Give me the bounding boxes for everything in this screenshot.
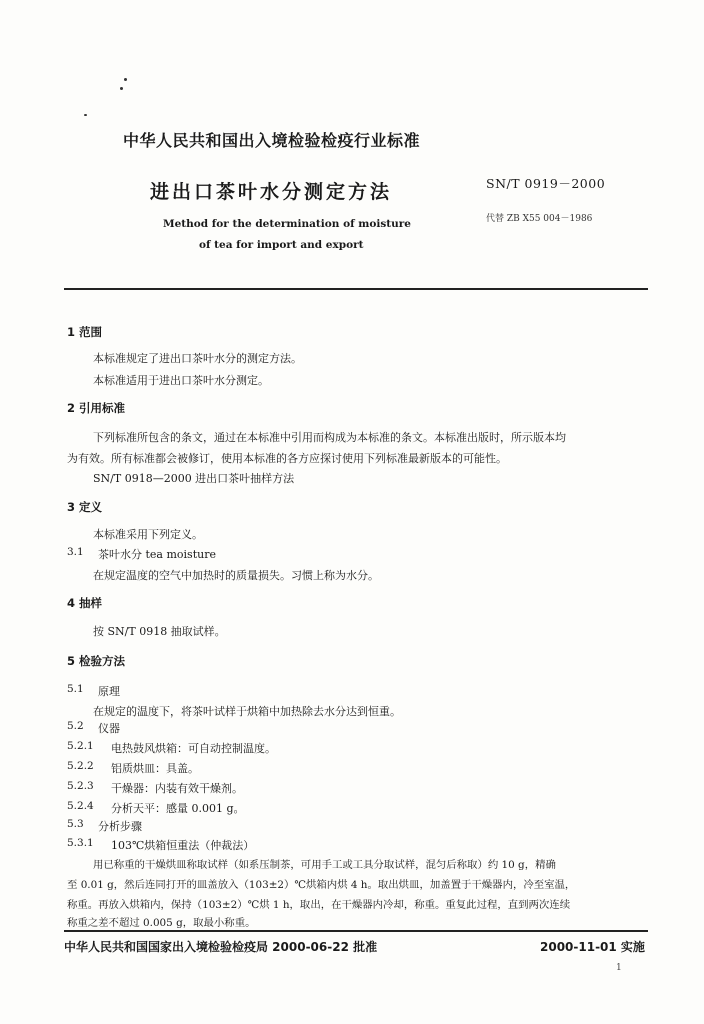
scan-speck (124, 78, 127, 81)
section-4-heading: 4 抽样 (67, 596, 103, 610)
document-title-cn: 进出口茶叶水分测定方法 (150, 181, 393, 203)
section-5-heading: 5 检验方法 (67, 654, 126, 668)
section-5-1-number: 5.1 (67, 683, 84, 695)
replaces-standard: 代替 ZB X55 004－1986 (486, 214, 593, 224)
section-3-1-definition: 在规定温度的空气中加热时的质量损失。习惯上称为水分。 (93, 569, 379, 582)
section-5-3-1-line-3: 称重。再放入烘箱内，保持（103±2）℃烘 1 h，取出，在干燥器内冷却，称重。重复此过程，直到两次连续 (67, 899, 571, 911)
scan-speck (120, 87, 123, 90)
section-2-heading: 2 引用标准 (67, 401, 126, 415)
section-1-para-2: 本标准适用于进出口茶叶水分测定。 (93, 374, 269, 387)
section-3-1-term: 茶叶水分 tea moisture (98, 548, 216, 561)
section-5-2-3-text: 干燥器：内装有效干燥剂。 (111, 782, 243, 795)
section-5-2-1-number: 5.2.1 (67, 740, 94, 752)
section-5-2-title: 仪器 (98, 722, 120, 735)
section-5-2-4-number: 5.2.4 (67, 800, 94, 812)
footer-issuer: 中华人民共和国国家出入境检验检疫局 2000-06-22 批准 (64, 940, 378, 954)
section-3-heading: 3 定义 (67, 500, 103, 514)
section-5-3-title: 分析步骤 (98, 820, 142, 833)
page-number: 1 (616, 963, 622, 973)
section-3-para-1: 本标准采用下列定义。 (93, 528, 203, 541)
section-1-para-1: 本标准规定了进出口茶叶水分的测定方法。 (93, 352, 302, 365)
section-5-2-2-number: 5.2.2 (67, 760, 94, 772)
document-title-en-line1: Method for the determination of moisture (163, 218, 411, 230)
section-5-2-3-number: 5.2.3 (67, 780, 94, 792)
section-5-3-1-title: 103℃烘箱恒重法（仲裁法） (111, 839, 255, 852)
footer-rule (64, 930, 648, 932)
document-title-en-line2: of tea for import and export (199, 239, 364, 251)
section-5-2-1-text: 电热鼓风烘箱：可自动控制温度。 (111, 742, 276, 755)
section-4-para-1: 按 SN/T 0918 抽取试样。 (93, 625, 226, 638)
section-2-reference: SN/T 0918—2000 进出口茶叶抽样方法 (93, 472, 295, 485)
standard-code: SN/T 0919－2000 (486, 176, 606, 191)
footer-effective-date: 2000-11-01 实施 (540, 940, 645, 954)
scan-speck (84, 114, 87, 116)
section-5-3-1-line-4: 称重之差不超过 0.005 g，取最小称重。 (67, 917, 256, 929)
section-3-1-number: 3.1 (67, 546, 84, 558)
section-1-heading: 1 范围 (67, 325, 103, 339)
section-5-1-text: 在规定的温度下，将茶叶试样于烘箱中加热除去水分达到恒重。 (93, 705, 401, 718)
header-rule (64, 288, 648, 290)
section-5-2-number: 5.2 (67, 720, 84, 732)
section-5-3-1-number: 5.3.1 (67, 837, 94, 849)
section-5-2-4-text: 分析天平：感量 0.001 g。 (111, 802, 245, 815)
section-2-para-line-2: 为有效。所有标准都会被修订，使用本标准的各方应探讨使用下列标准最新版本的可能性。 (67, 452, 507, 465)
section-5-2-2-text: 铝质烘皿：具盖。 (111, 762, 199, 775)
section-5-1-title: 原理 (98, 685, 120, 698)
section-5-3-number: 5.3 (67, 818, 84, 830)
section-2-para-line-1: 下列标准所包含的条文，通过在本标准中引用而构成为本标准的条文。本标准出版时，所示版本均 (93, 431, 566, 444)
section-5-3-1-line-1: 用已称重的干燥烘皿称取试样（如系压制茶，可用手工或工具分取试样，混匀后称取）约 10 g，精确 (93, 859, 556, 871)
standard-category: 中华人民共和国出入境检验检疫行业标准 (123, 131, 421, 150)
section-5-3-1-line-2: 至 0.01 g，然后连同打开的皿盖放入（103±2）℃烘箱内烘 4 h。取出烘皿，加盖置于干燥器内，冷至室温， (67, 879, 576, 891)
